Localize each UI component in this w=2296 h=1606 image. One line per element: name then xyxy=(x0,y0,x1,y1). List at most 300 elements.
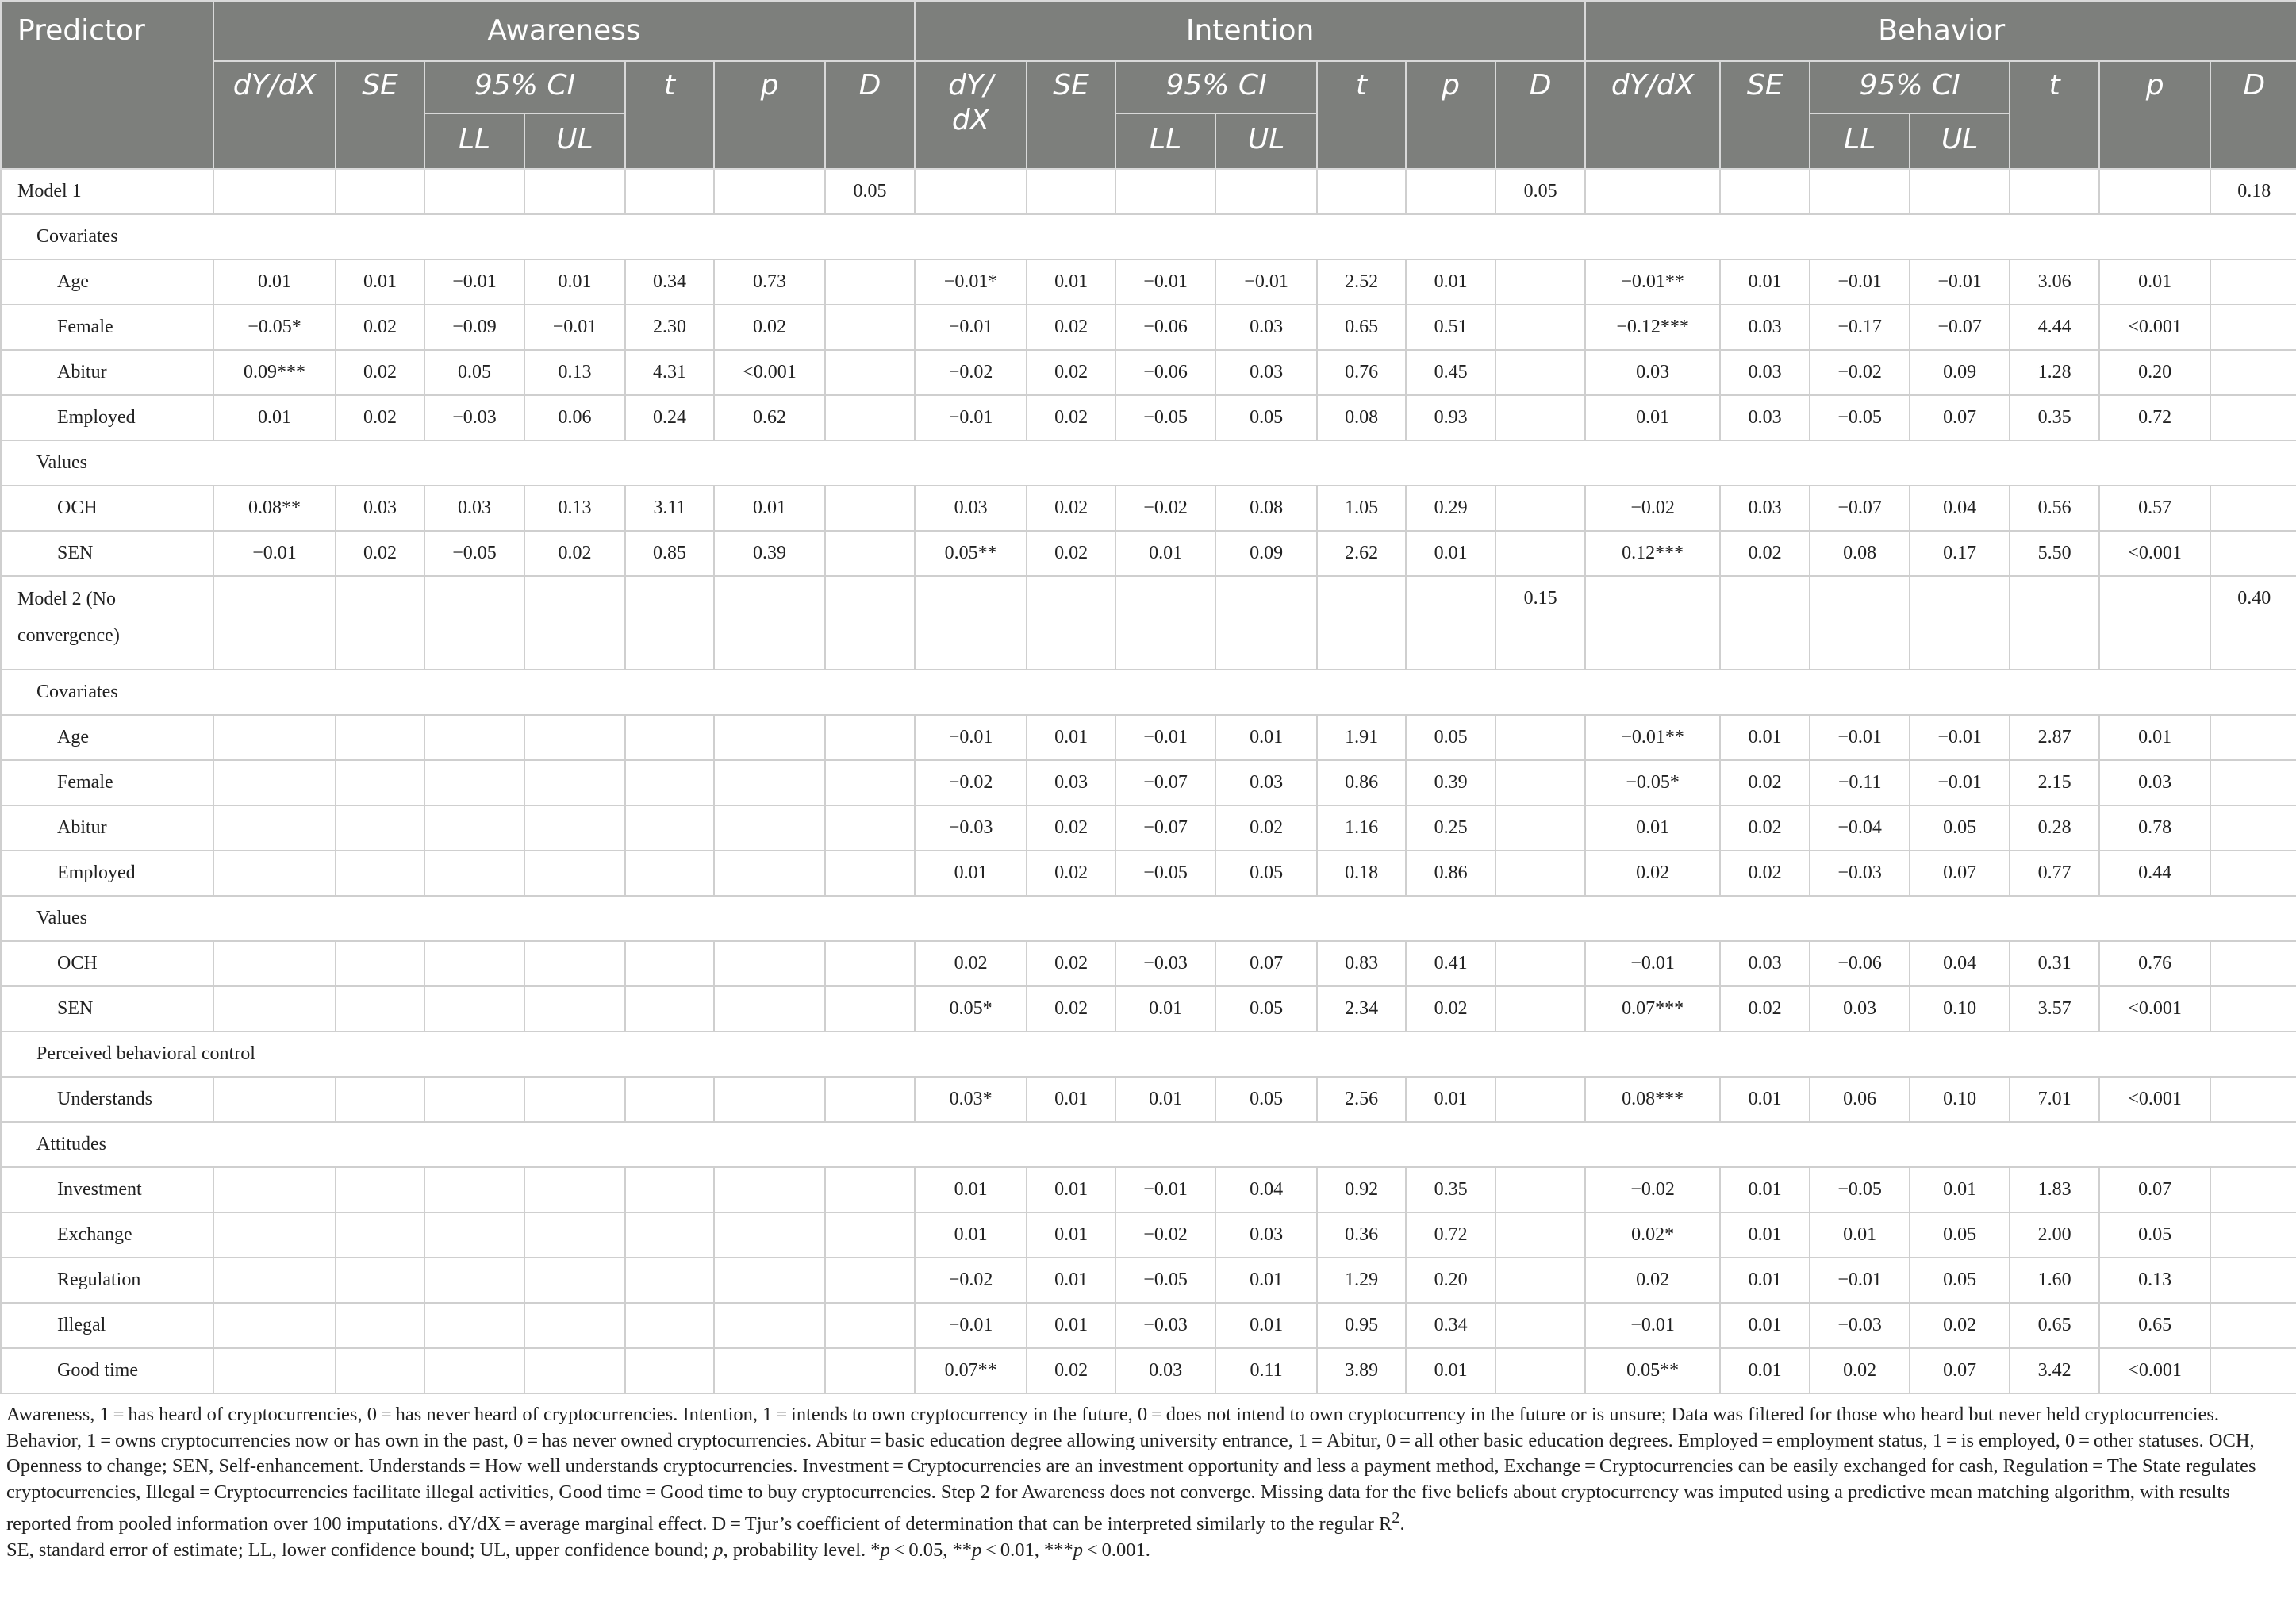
be-d-cell xyxy=(2210,305,2296,350)
aw-se-cell xyxy=(336,805,424,851)
table-row xyxy=(1,531,2296,576)
be-ul-cell: 0.01 xyxy=(1910,1167,2010,1212)
in-ll-cell: −0.02 xyxy=(1115,486,1215,531)
be-ll-cell: −0.06 xyxy=(1810,941,1910,986)
aw-dydx-cell: −0.01 xyxy=(213,531,336,576)
aw-d-cell xyxy=(825,1303,915,1348)
in-p-cell: 0.01 xyxy=(1406,1077,1495,1122)
be-ul-cell: −0.01 xyxy=(1910,259,2010,305)
in-t-cell: 1.05 xyxy=(1317,486,1406,531)
be-t-cell: 2.87 xyxy=(2010,715,2099,760)
be-p-cell: 0.44 xyxy=(2099,851,2210,896)
be-se-cell: 0.01 xyxy=(1720,1077,1810,1122)
in-se-cell: 0.01 xyxy=(1027,1167,1115,1212)
table-row xyxy=(1,896,2296,941)
in-ul-cell: 0.04 xyxy=(1215,1167,1317,1212)
aw-dydx-cell xyxy=(213,1303,336,1348)
aw-ul-cell: −0.01 xyxy=(524,305,625,350)
footnote-sig-3: < 0.001. xyxy=(1083,1539,1150,1561)
aw-t-cell xyxy=(625,986,714,1032)
be-ul-cell: −0.01 xyxy=(1910,715,2010,760)
in-se-cell: 0.01 xyxy=(1027,1303,1115,1348)
aw-p-cell: <0.001 xyxy=(714,350,825,395)
be-dydx-cell: 0.02* xyxy=(1585,1212,1720,1258)
in-ll-cell: −0.01 xyxy=(1115,1167,1215,1212)
be-ul-cell: 0.02 xyxy=(1910,1303,2010,1348)
be-d-cell xyxy=(2210,395,2296,440)
be-se-cell: 0.01 xyxy=(1720,1348,1810,1393)
be-ul-cell: 0.10 xyxy=(1910,1077,2010,1122)
in-empty-cell xyxy=(915,576,1027,670)
be-ll-cell: 0.03 xyxy=(1810,986,1910,1032)
aw-t-cell: 4.31 xyxy=(625,350,714,395)
table-row xyxy=(1,1212,2296,1258)
aw-d-cell xyxy=(825,986,915,1032)
in-d-cell xyxy=(1495,805,1585,851)
aw-ll-cell xyxy=(424,941,524,986)
in-d-cell xyxy=(1495,1348,1585,1393)
be-d-cell xyxy=(2210,259,2296,305)
aw-d-cell xyxy=(825,259,915,305)
in-t-cell: 0.92 xyxy=(1317,1167,1406,1212)
in-ll-cell: 0.01 xyxy=(1115,531,1215,576)
in-dydx-cell: 0.05* xyxy=(915,986,1027,1032)
be-se-cell: 0.01 xyxy=(1720,1258,1810,1303)
in-ll-cell: −0.05 xyxy=(1115,851,1215,896)
in-empty-cell xyxy=(1317,576,1406,670)
be-se-cell: 0.01 xyxy=(1720,1212,1810,1258)
be-ul-cell: 0.04 xyxy=(1910,486,2010,531)
in-se-cell: 0.02 xyxy=(1027,395,1115,440)
aw-empty-cell xyxy=(213,169,336,214)
be-t-cell: 1.28 xyxy=(2010,350,2099,395)
be-d-cell xyxy=(2210,350,2296,395)
table-body xyxy=(1,169,2296,1393)
be-ul-cell: 0.17 xyxy=(1910,531,2010,576)
aw-ll-cell: −0.09 xyxy=(424,305,524,350)
in-empty-cell xyxy=(1317,169,1406,214)
aw-ul-cell xyxy=(524,941,625,986)
be-p-cell: 0.65 xyxy=(2099,1303,2210,1348)
be-dydx-cell: 0.07*** xyxy=(1585,986,1720,1032)
aw-d-value: 0.05 xyxy=(825,169,915,214)
in-p-cell: 0.45 xyxy=(1406,350,1495,395)
in-ul-cell: 0.01 xyxy=(1215,1258,1317,1303)
in-d-cell xyxy=(1495,531,1585,576)
aw-se-cell xyxy=(336,1303,424,1348)
aw-ul-cell xyxy=(524,805,625,851)
aw-d-cell xyxy=(825,715,915,760)
in-ul-cell: −0.01 xyxy=(1215,259,1317,305)
footnote-abbrev: SE, standard error of estimate; LL, lower confidence bound; UL, upper confidence bound; xyxy=(6,1539,714,1561)
be-dydx-cell: −0.01 xyxy=(1585,1303,1720,1348)
in-dydx-cell: −0.01 xyxy=(915,1303,1027,1348)
in-t-cell: 1.29 xyxy=(1317,1258,1406,1303)
in-d-cell xyxy=(1495,941,1585,986)
aw-empty-cell xyxy=(524,576,625,670)
in-ll-cell: −0.03 xyxy=(1115,941,1215,986)
in-p-cell: 0.34 xyxy=(1406,1303,1495,1348)
in-ll-cell: −0.01 xyxy=(1115,715,1215,760)
aw-ul-cell xyxy=(524,986,625,1032)
be-dydx-cell: −0.01** xyxy=(1585,715,1720,760)
in-ll-cell: −0.07 xyxy=(1115,760,1215,805)
in-dydx-cell: −0.01 xyxy=(915,395,1027,440)
footnote-sig-2: < 0.01, *** xyxy=(981,1539,1073,1561)
table-row xyxy=(1,760,2296,805)
be-ll-cell: −0.03 xyxy=(1810,851,1910,896)
in-d-cell xyxy=(1495,486,1585,531)
in-p-cell: 0.05 xyxy=(1406,715,1495,760)
in-dydx-cell: −0.03 xyxy=(915,805,1027,851)
in-p-cell: 0.01 xyxy=(1406,259,1495,305)
section-label: Values xyxy=(1,440,2296,486)
in-ul-cell: 0.03 xyxy=(1215,305,1317,350)
in-p-header: p xyxy=(1406,61,1495,169)
aw-se-cell xyxy=(336,1212,424,1258)
footnote-p-2: p xyxy=(972,1539,982,1561)
be-t-cell: 0.77 xyxy=(2010,851,2099,896)
in-ul-cell: 0.01 xyxy=(1215,1303,1317,1348)
be-d-value: 0.18 xyxy=(2210,169,2296,214)
in-p-cell: 0.02 xyxy=(1406,986,1495,1032)
be-ll-cell: −0.01 xyxy=(1810,1258,1910,1303)
in-t-cell: 0.76 xyxy=(1317,350,1406,395)
be-d-cell xyxy=(2210,1167,2296,1212)
be-dydx-cell: 0.08*** xyxy=(1585,1077,1720,1122)
in-se-cell: 0.02 xyxy=(1027,305,1115,350)
be-ll-cell: −0.01 xyxy=(1810,715,1910,760)
in-d-cell xyxy=(1495,1167,1585,1212)
row-label: OCH xyxy=(1,486,213,531)
aw-ul-cell xyxy=(524,1212,625,1258)
in-se-cell: 0.01 xyxy=(1027,715,1115,760)
be-empty-cell xyxy=(1810,169,1910,214)
be-empty-cell xyxy=(1585,576,1720,670)
aw-d-cell xyxy=(825,1258,915,1303)
aw-dydx-cell: 0.01 xyxy=(213,395,336,440)
in-dydx-cell: 0.01 xyxy=(915,1167,1027,1212)
in-dydx-cell: −0.01* xyxy=(915,259,1027,305)
in-p-cell: 0.93 xyxy=(1406,395,1495,440)
in-d-value: 0.15 xyxy=(1495,576,1585,670)
aw-se-cell xyxy=(336,1348,424,1393)
be-t-cell: 0.31 xyxy=(2010,941,2099,986)
row-label: Exchange xyxy=(1,1212,213,1258)
in-d-cell xyxy=(1495,986,1585,1032)
be-ul-cell: 0.09 xyxy=(1910,350,2010,395)
table-row xyxy=(1,1167,2296,1212)
be-ul-cell: 0.05 xyxy=(1910,805,2010,851)
row-label: Investment xyxy=(1,1167,213,1212)
table-row xyxy=(1,440,2296,486)
be-se-cell: 0.01 xyxy=(1720,1167,1810,1212)
aw-t-cell xyxy=(625,760,714,805)
aw-empty-cell xyxy=(336,576,424,670)
in-dydx-cell: 0.02 xyxy=(915,941,1027,986)
be-t-header: t xyxy=(2010,61,2099,169)
be-t-cell: 1.60 xyxy=(2010,1258,2099,1303)
aw-ll-cell xyxy=(424,1303,524,1348)
aw-ul-cell xyxy=(524,760,625,805)
be-p-cell: <0.001 xyxy=(2099,531,2210,576)
aw-p-cell xyxy=(714,986,825,1032)
in-p-cell: 0.01 xyxy=(1406,531,1495,576)
be-p-cell: 0.07 xyxy=(2099,1167,2210,1212)
be-d-cell xyxy=(2210,1258,2296,1303)
in-ll-cell: −0.03 xyxy=(1115,1303,1215,1348)
row-label: Age xyxy=(1,715,213,760)
aw-dydx-cell xyxy=(213,1212,336,1258)
in-d-cell xyxy=(1495,1303,1585,1348)
aw-ci-header: 95% CI xyxy=(424,61,625,113)
be-dydx-header: dY/dX xyxy=(1585,61,1720,169)
aw-dydx-cell: −0.05* xyxy=(213,305,336,350)
aw-p-cell xyxy=(714,805,825,851)
in-dydx-cell: −0.02 xyxy=(915,760,1027,805)
in-p-cell: 0.41 xyxy=(1406,941,1495,986)
model-label: Model 2 (No convergence) xyxy=(1,576,213,670)
aw-empty-cell xyxy=(524,169,625,214)
in-se-cell: 0.03 xyxy=(1027,760,1115,805)
be-dydx-cell: 0.02 xyxy=(1585,851,1720,896)
in-t-cell: 2.62 xyxy=(1317,531,1406,576)
be-dydx-cell: 0.01 xyxy=(1585,395,1720,440)
aw-d-cell xyxy=(825,805,915,851)
be-se-header: SE xyxy=(1720,61,1810,169)
aw-t-cell xyxy=(625,941,714,986)
footnote-p: p xyxy=(713,1539,724,1561)
aw-ul-cell: 0.01 xyxy=(524,259,625,305)
in-dydx-cell: −0.02 xyxy=(915,350,1027,395)
table-row xyxy=(1,169,2296,214)
in-p-cell: 0.72 xyxy=(1406,1212,1495,1258)
aw-se-cell: 0.02 xyxy=(336,531,424,576)
be-ul-header: UL xyxy=(1910,113,2010,169)
be-ul-cell: 0.10 xyxy=(1910,986,2010,1032)
be-se-cell: 0.03 xyxy=(1720,305,1810,350)
aw-t-cell: 2.30 xyxy=(625,305,714,350)
be-d-cell xyxy=(2210,851,2296,896)
aw-empty-cell xyxy=(424,169,524,214)
be-d-cell xyxy=(2210,486,2296,531)
be-dydx-cell: −0.12*** xyxy=(1585,305,1720,350)
table-row xyxy=(1,1122,2296,1167)
section-label: Covariates xyxy=(1,670,2296,715)
in-ul-cell: 0.01 xyxy=(1215,715,1317,760)
in-t-cell: 0.18 xyxy=(1317,851,1406,896)
aw-t-cell xyxy=(625,715,714,760)
section-label: Values xyxy=(1,896,2296,941)
be-t-cell: 0.35 xyxy=(2010,395,2099,440)
aw-t-cell xyxy=(625,851,714,896)
in-dydx-cell: −0.02 xyxy=(915,1258,1027,1303)
be-ll-cell: 0.01 xyxy=(1810,1212,1910,1258)
be-ll-cell: −0.05 xyxy=(1810,1167,1910,1212)
aw-se-cell: 0.02 xyxy=(336,350,424,395)
aw-ll-cell xyxy=(424,1258,524,1303)
in-ul-cell: 0.07 xyxy=(1215,941,1317,986)
in-p-cell: 0.01 xyxy=(1406,1348,1495,1393)
aw-t-cell xyxy=(625,805,714,851)
be-dydx-cell: 0.03 xyxy=(1585,350,1720,395)
in-d-cell xyxy=(1495,259,1585,305)
aw-se-cell xyxy=(336,1258,424,1303)
table-row xyxy=(1,1303,2296,1348)
aw-d-cell xyxy=(825,851,915,896)
aw-se-cell xyxy=(336,715,424,760)
in-se-cell: 0.02 xyxy=(1027,350,1115,395)
in-d-cell xyxy=(1495,350,1585,395)
aw-empty-cell xyxy=(714,169,825,214)
be-p-cell: <0.001 xyxy=(2099,1348,2210,1393)
in-ll-cell: 0.01 xyxy=(1115,986,1215,1032)
aw-se-cell xyxy=(336,986,424,1032)
in-ll-cell: −0.02 xyxy=(1115,1212,1215,1258)
row-label: SEN xyxy=(1,531,213,576)
in-dydx-cell: −0.01 xyxy=(915,715,1027,760)
be-p-cell: 0.57 xyxy=(2099,486,2210,531)
in-empty-cell xyxy=(1027,169,1115,214)
row-label: Abitur xyxy=(1,805,213,851)
aw-t-cell xyxy=(625,1303,714,1348)
be-p-cell: <0.001 xyxy=(2099,986,2210,1032)
section-label: Perceived behavioral control xyxy=(1,1032,2296,1077)
in-ll-cell: 0.03 xyxy=(1115,1348,1215,1393)
aw-ul-cell xyxy=(524,851,625,896)
aw-d-cell xyxy=(825,760,915,805)
aw-p-cell: 0.02 xyxy=(714,305,825,350)
in-empty-cell xyxy=(1406,576,1495,670)
aw-dydx-cell: 0.01 xyxy=(213,259,336,305)
table-row xyxy=(1,715,2296,760)
be-t-cell: 3.06 xyxy=(2010,259,2099,305)
in-empty-cell xyxy=(1115,576,1215,670)
aw-ll-cell xyxy=(424,1212,524,1258)
be-ll-cell: −0.02 xyxy=(1810,350,1910,395)
aw-se-cell xyxy=(336,941,424,986)
aw-ll-cell xyxy=(424,805,524,851)
be-empty-cell xyxy=(1585,169,1720,214)
be-t-cell: 0.28 xyxy=(2010,805,2099,851)
aw-p-cell xyxy=(714,1348,825,1393)
aw-d-cell xyxy=(825,531,915,576)
aw-dydx-cell xyxy=(213,851,336,896)
in-t-cell: 3.89 xyxy=(1317,1348,1406,1393)
be-p-cell: 0.76 xyxy=(2099,941,2210,986)
in-empty-cell xyxy=(1215,576,1317,670)
be-se-cell: 0.02 xyxy=(1720,760,1810,805)
be-p-cell: 0.01 xyxy=(2099,259,2210,305)
be-empty-cell xyxy=(1720,169,1810,214)
be-ll-cell: −0.05 xyxy=(1810,395,1910,440)
aw-empty-cell xyxy=(424,576,524,670)
be-ll-cell: −0.11 xyxy=(1810,760,1910,805)
table-row xyxy=(1,305,2296,350)
be-p-cell: 0.03 xyxy=(2099,760,2210,805)
in-t-cell: 0.83 xyxy=(1317,941,1406,986)
be-d-cell xyxy=(2210,1212,2296,1258)
be-p-cell: 0.72 xyxy=(2099,395,2210,440)
in-empty-cell xyxy=(1115,169,1215,214)
in-se-cell: 0.02 xyxy=(1027,531,1115,576)
be-d-cell xyxy=(2210,1303,2296,1348)
footnote-prob: , probability level. * xyxy=(723,1539,881,1561)
footnote-p-1: p xyxy=(880,1539,890,1561)
row-label: Good time xyxy=(1,1348,213,1393)
table-row xyxy=(1,986,2296,1032)
aw-ul-cell xyxy=(524,1258,625,1303)
be-t-cell: 2.00 xyxy=(2010,1212,2099,1258)
aw-ll-cell: 0.05 xyxy=(424,350,524,395)
be-ll-cell: −0.17 xyxy=(1810,305,1910,350)
table-row xyxy=(1,941,2296,986)
in-ul-cell: 0.03 xyxy=(1215,760,1317,805)
in-dydx-cell: 0.05** xyxy=(915,531,1027,576)
aw-p-cell xyxy=(714,851,825,896)
be-empty-cell xyxy=(1910,169,2010,214)
in-dydx-cell: 0.01 xyxy=(915,1212,1027,1258)
be-ul-cell: 0.05 xyxy=(1910,1258,2010,1303)
be-se-cell: 0.03 xyxy=(1720,486,1810,531)
aw-empty-cell xyxy=(625,576,714,670)
be-t-cell: 5.50 xyxy=(2010,531,2099,576)
in-d-cell xyxy=(1495,1077,1585,1122)
in-dydx-cell: 0.01 xyxy=(915,851,1027,896)
be-empty-cell xyxy=(1910,576,2010,670)
aw-ll-cell xyxy=(424,715,524,760)
table-row xyxy=(1,486,2296,531)
be-t-cell: 0.65 xyxy=(2010,1303,2099,1348)
aw-p-header: p xyxy=(714,61,825,169)
in-t-cell: 2.52 xyxy=(1317,259,1406,305)
in-ll-cell: −0.01 xyxy=(1115,259,1215,305)
in-d-cell xyxy=(1495,395,1585,440)
be-empty-cell xyxy=(1810,576,1910,670)
aw-p-cell xyxy=(714,1212,825,1258)
aw-p-cell xyxy=(714,1258,825,1303)
be-ci-header: 95% CI xyxy=(1810,61,2010,113)
be-se-cell: 0.03 xyxy=(1720,395,1810,440)
in-t-cell: 0.86 xyxy=(1317,760,1406,805)
be-d-cell xyxy=(2210,986,2296,1032)
aw-p-cell xyxy=(714,715,825,760)
be-se-cell: 0.02 xyxy=(1720,851,1810,896)
in-ul-cell: 0.05 xyxy=(1215,986,1317,1032)
in-ci-header: 95% CI xyxy=(1115,61,1317,113)
aw-ll-cell xyxy=(424,1167,524,1212)
in-se-cell: 0.02 xyxy=(1027,941,1115,986)
aw-t-cell: 0.34 xyxy=(625,259,714,305)
in-empty-cell xyxy=(1027,576,1115,670)
aw-ll-header: LL xyxy=(424,113,524,169)
in-ul-cell: 0.05 xyxy=(1215,395,1317,440)
aw-p-cell: 0.73 xyxy=(714,259,825,305)
aw-se-cell xyxy=(336,851,424,896)
aw-dydx-cell: 0.08** xyxy=(213,486,336,531)
in-ll-cell: −0.05 xyxy=(1115,395,1215,440)
be-d-cell xyxy=(2210,941,2296,986)
be-dydx-cell: −0.02 xyxy=(1585,486,1720,531)
be-d-header: D xyxy=(2210,61,2296,169)
be-ul-cell: −0.07 xyxy=(1910,305,2010,350)
be-d-value: 0.40 xyxy=(2210,576,2296,670)
aw-t-cell: 3.11 xyxy=(625,486,714,531)
awareness-header: Awareness xyxy=(213,1,915,61)
row-label: Employed xyxy=(1,851,213,896)
in-se-cell: 0.01 xyxy=(1027,1212,1115,1258)
in-ul-header: UL xyxy=(1215,113,1317,169)
